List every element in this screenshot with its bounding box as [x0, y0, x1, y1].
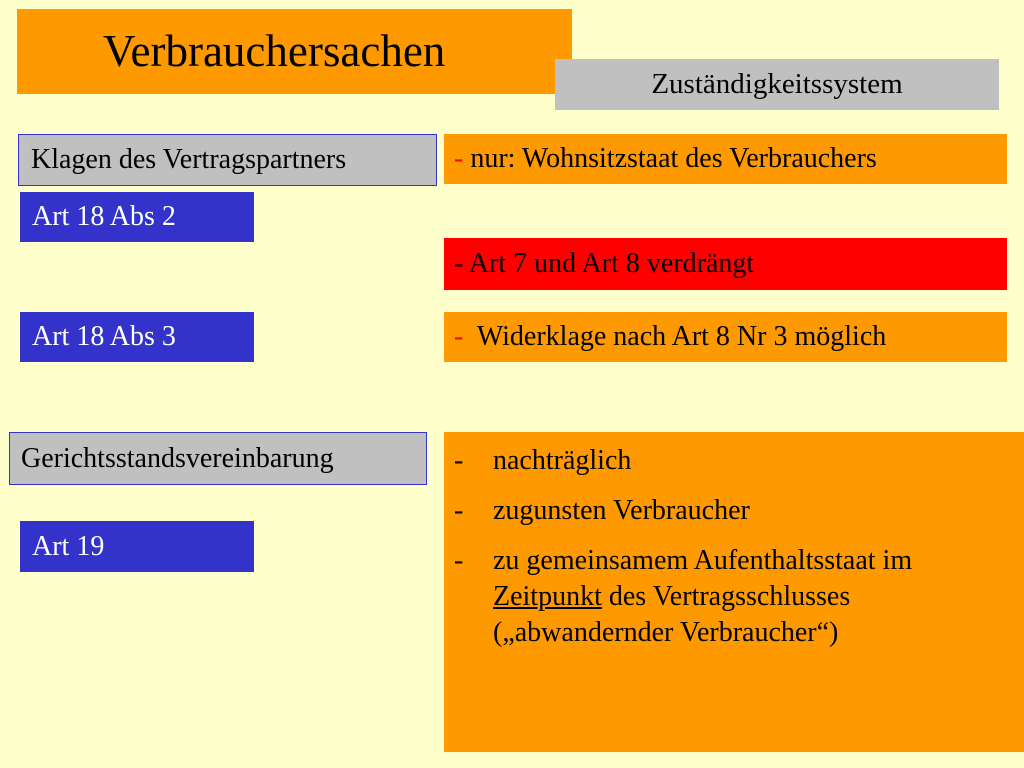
bullet-dash: -	[454, 495, 464, 526]
underlined-term: Zeitpunkt	[493, 581, 602, 612]
condition-text	[493, 543, 1014, 651]
condition-text-part: zu gemeinsamem Aufenthaltsstaat im	[493, 545, 913, 576]
condition-item	[444, 543, 1024, 651]
bullet-dash: -	[454, 545, 464, 576]
widerklage-box	[444, 312, 1007, 362]
slide-subtitle: Zuständigkeitssystem	[555, 59, 999, 110]
wohnsitzstaat-box	[444, 134, 1007, 184]
verdraengt-box	[444, 238, 1007, 290]
condition-item	[444, 493, 1024, 529]
bullet-dash: -	[454, 321, 464, 352]
verdraengt-text: - Art 7 und Art 8 verdrängt	[454, 248, 755, 279]
vereinbarung-conditions-box	[444, 432, 1024, 752]
art-19-label: Art 19	[20, 521, 254, 572]
condition-item	[444, 443, 1024, 479]
wohnsitzstaat-text: nur: Wohnsitzstaat des Verbrauchers	[463, 143, 877, 174]
bullet-dash: -	[454, 143, 464, 174]
condition-text: zugunsten Verbraucher	[493, 495, 750, 526]
art-18-abs-3-label: Art 18 Abs 3	[20, 312, 254, 362]
gerichtsstand-label: Gerichtsstandsvereinbarung	[9, 432, 427, 485]
widerklage-text: Widerklage nach Art 8 Nr 3 möglich	[463, 321, 887, 352]
art-18-abs-2-label: Art 18 Abs 2	[20, 192, 254, 242]
condition-text-part: des Vertragsschlusses („abwandernder Verbraucher“)	[493, 581, 851, 648]
klagen-label: Klagen des Vertragspartners	[18, 134, 437, 186]
slide-title: Verbrauchersachen	[17, 9, 572, 94]
condition-text: nachträglich	[493, 445, 632, 476]
bullet-dash: -	[454, 445, 464, 476]
